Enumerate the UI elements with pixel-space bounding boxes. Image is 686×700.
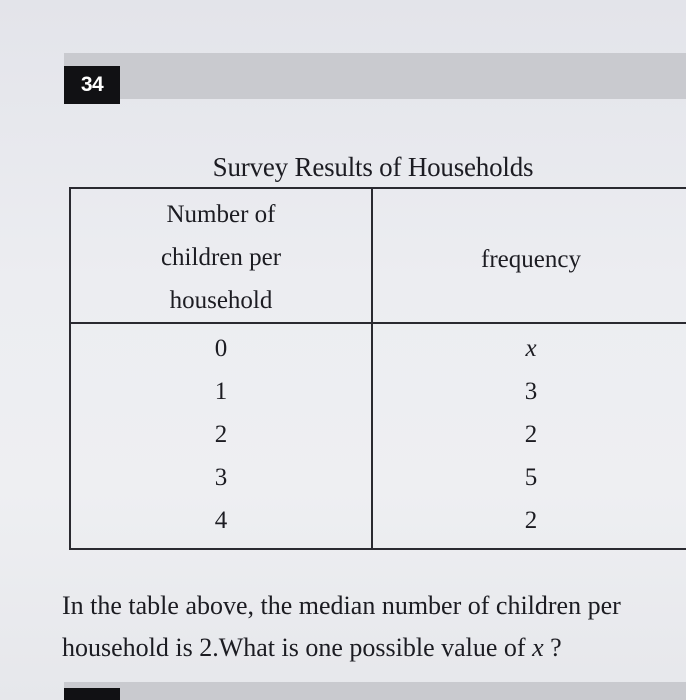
question-text bbox=[62, 585, 686, 669]
question-line-2-text: household is 2.What is one possible value of bbox=[62, 633, 533, 662]
frequency-value: 2 bbox=[524, 421, 538, 448]
question-line-2 bbox=[62, 627, 686, 669]
children-column bbox=[70, 323, 372, 549]
question-header-bar bbox=[64, 53, 686, 99]
table-body-row bbox=[70, 323, 686, 549]
next-question-number-badge bbox=[64, 688, 120, 700]
header-children-per-household bbox=[70, 188, 372, 323]
frequency-value-variable: x bbox=[525, 335, 537, 362]
children-value: 0 bbox=[214, 335, 228, 362]
question-line-1: In the table above, the median number of children per bbox=[62, 591, 621, 620]
header-frequency: frequency bbox=[372, 188, 686, 323]
table-header-row bbox=[70, 188, 686, 323]
frequency-column bbox=[372, 323, 686, 549]
next-question-header-bar bbox=[64, 682, 686, 700]
header-line: Number of bbox=[166, 201, 276, 228]
children-value: 1 bbox=[214, 378, 228, 405]
children-value: 3 bbox=[214, 464, 228, 491]
frequency-value: 2 bbox=[524, 507, 538, 534]
header-line: children per bbox=[160, 244, 282, 271]
question-variable: x bbox=[532, 633, 544, 662]
table-title: Survey Results of Households bbox=[212, 152, 534, 182]
survey-table bbox=[69, 187, 686, 550]
header-line: household bbox=[169, 287, 273, 314]
children-value: 2 bbox=[214, 421, 228, 448]
frequency-value: 3 bbox=[524, 378, 538, 405]
children-value: 4 bbox=[214, 507, 228, 534]
question-number-badge: 34 bbox=[64, 66, 120, 104]
frequency-value: 5 bbox=[524, 464, 538, 491]
question-line-2-end: ? bbox=[543, 633, 562, 662]
